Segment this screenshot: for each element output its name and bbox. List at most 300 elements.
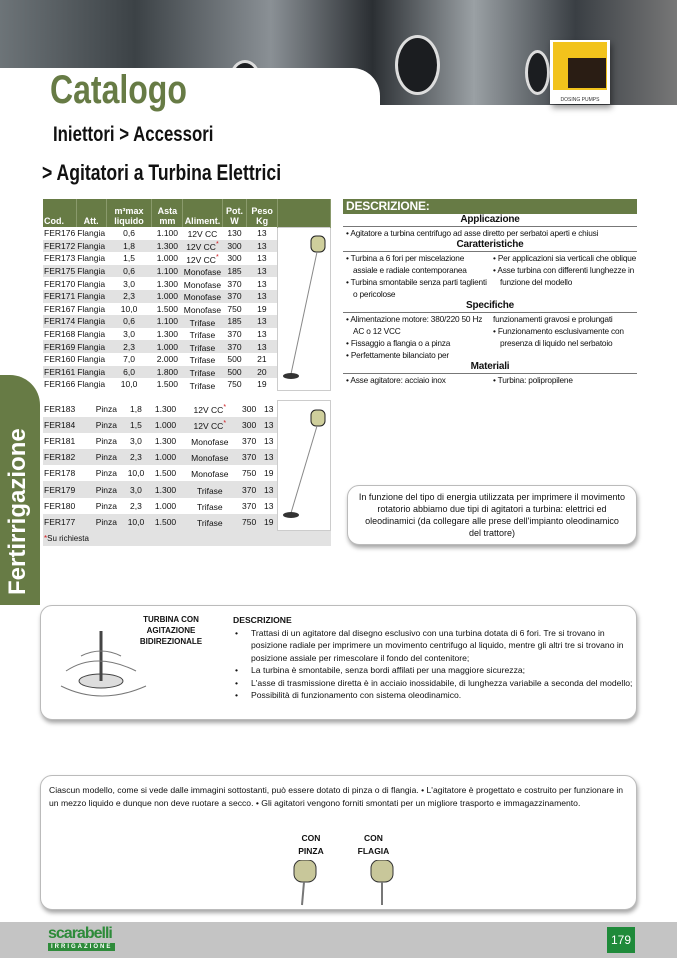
sidebar-label: Fertirrigazione <box>4 428 31 595</box>
col-header: Peso Kg <box>247 199 278 227</box>
table-cell <box>43 340 76 353</box>
cell-text: 12V CC <box>193 404 224 415</box>
turbine-desc-title: DESCRIZIONE <box>233 615 292 625</box>
cell-text: Flangia <box>77 329 106 340</box>
cell-text: 0,6 <box>123 266 135 277</box>
cell-text: Monofase <box>191 436 229 447</box>
table-cell <box>149 514 182 530</box>
table-cell <box>106 328 152 341</box>
table-cell <box>247 328 278 341</box>
table-cell <box>76 366 106 379</box>
table-cell <box>76 240 106 253</box>
bullet-text: Agitatore a turbina centrifugo ad asse diretto per serbatoi aperti e chiusi <box>350 228 599 238</box>
table-cell <box>106 252 152 265</box>
table-cell <box>247 366 278 379</box>
agitator-icon <box>279 228 329 388</box>
bullet-text: Asse agitatore: acciaio inox <box>350 375 446 385</box>
cell-text: 500 <box>227 366 242 377</box>
cell-text: Flangia <box>77 366 106 377</box>
cell-text: 12V CC <box>187 229 218 240</box>
cell-text: Monofase <box>183 266 222 277</box>
col-header: Cod. <box>43 199 76 227</box>
bullet: • Turbina a 6 fori per miscelazione assiale e radiale contemporanea <box>346 253 467 275</box>
table-cell <box>238 481 261 497</box>
cell-text: Flangia <box>77 303 106 314</box>
table-cell <box>43 303 76 316</box>
col-header: m³max liquido <box>106 199 152 227</box>
cell-text: 1.000 <box>154 500 177 511</box>
cell-text: 1.800 <box>156 366 179 377</box>
cell-text: FER172 <box>44 240 76 251</box>
table-cell <box>222 227 247 240</box>
cell-text: 13 <box>257 329 267 340</box>
cell-text: 10,0 <box>120 379 138 390</box>
table-cell <box>106 366 152 379</box>
cell-text: FER161 <box>44 366 76 377</box>
table-cell <box>106 265 152 278</box>
table-cell <box>76 265 106 278</box>
bullet: • Fissaggio a flangia o a pinza <box>346 338 451 348</box>
cell-text: Monofase <box>183 279 222 290</box>
table-cell <box>247 378 278 391</box>
table-cell <box>261 417 278 433</box>
table-cell <box>152 252 183 265</box>
cell-text: 13 <box>257 291 267 302</box>
table-cell <box>183 227 222 240</box>
table-cell <box>182 514 238 530</box>
table-cell <box>182 481 238 497</box>
table-row <box>43 227 331 240</box>
cell-text: 19 <box>264 516 274 527</box>
bullet-continuation: funzionamenti gravosi e prolungati <box>493 314 613 324</box>
table-cell <box>123 514 149 530</box>
logo-subtitle: DOSING PUMPS <box>560 97 600 103</box>
bullet-text: Funzionamento esclusivamente con presenza di liquido nel serbatoio <box>497 326 624 348</box>
bullet: • Funzionamento esclusivamente con presenza di liquido nel serbatoio <box>493 326 624 348</box>
flangia-table <box>43 199 331 391</box>
cell-text: Pinza <box>95 419 118 430</box>
table-cell <box>76 378 106 391</box>
table-cell <box>43 265 76 278</box>
cell-text: 13 <box>257 253 267 264</box>
cell-text: 1.000 <box>156 291 179 302</box>
table-cell <box>152 353 183 366</box>
cell-text: Flangia <box>77 240 106 251</box>
cell-text: 10,0 <box>127 516 145 527</box>
bullet: • Agitatore a turbina centrifugo ad asse diretto per serbatoi aperti e chiusi <box>346 228 599 238</box>
table-cell <box>183 353 222 366</box>
table-cell <box>106 315 152 328</box>
pinza-table <box>43 400 331 546</box>
table-cell <box>222 240 247 253</box>
table-cell <box>238 401 261 417</box>
table-cell <box>183 252 222 265</box>
cell-text: 300 <box>241 403 257 414</box>
table-cell <box>106 227 152 240</box>
table-cell <box>43 227 76 240</box>
turbine-box <box>40 605 637 720</box>
cell-text: FER183 <box>44 403 76 414</box>
cell-text: Pinza <box>95 484 118 495</box>
cell-text: 185 <box>227 266 242 277</box>
cell-text: FER174 <box>44 316 76 327</box>
turbine-bullet: • Trattasi di un agitatore dal disegno esclusivo con una turbina dotata di 6 fori. Tre si trovano in posizione radiale per imprimere un movimento centrifugo al liquido, mentre gli altri tre si trovano in posizione assiale per rimescolare il fondo del contenitore; <box>233 627 633 665</box>
table-cell <box>149 449 182 465</box>
cell-text: Trifase <box>189 342 216 353</box>
table-cell <box>43 252 76 265</box>
cell-text: 0,6 <box>123 228 135 239</box>
bullet-text: Turbina smontabile senza parti taglienti o pericolose <box>350 277 487 299</box>
cell-text: FER179 <box>44 484 76 495</box>
cell-text: 1.100 <box>156 316 179 327</box>
table-cell <box>222 366 247 379</box>
cell-text: FER177 <box>44 516 76 527</box>
table-cell <box>183 265 222 278</box>
table-cell <box>43 290 76 303</box>
cell-text: FER175 <box>44 266 76 277</box>
footnote <box>43 530 331 546</box>
cell-text: Trifase <box>196 485 223 496</box>
cell-text: Flangia <box>77 278 106 289</box>
table-cell <box>152 240 183 253</box>
cell-text: 13 <box>264 419 274 430</box>
table-cell <box>238 514 261 530</box>
cell-text: 1.500 <box>154 516 177 527</box>
bullet-text: Turbina: polipropilene <box>497 375 573 385</box>
description-title: DESCRIZIONE: <box>343 199 637 214</box>
table-cell <box>90 449 123 465</box>
table-cell <box>76 353 106 366</box>
cell-text: 13 <box>257 278 267 289</box>
cell-text: FER167 <box>44 303 76 314</box>
cell-text: 300 <box>241 419 257 430</box>
cell-text: 500 <box>227 354 242 365</box>
cell-text: FER180 <box>44 500 76 511</box>
cell-text: 13 <box>257 266 267 277</box>
cell-text: 130 <box>227 228 242 239</box>
cell-text: 750 <box>227 303 242 314</box>
table-cell <box>43 378 76 391</box>
table-cell <box>43 277 76 290</box>
cell-text: 1.300 <box>156 240 179 251</box>
cell-text: 370 <box>241 484 257 495</box>
table-cell <box>247 315 278 328</box>
heading-caratteristiche: Caratteristiche <box>343 239 637 252</box>
table-cell <box>43 315 76 328</box>
cell-text: 12V CC <box>186 254 216 265</box>
cell-text: 13 <box>257 240 267 251</box>
table-cell <box>123 498 149 514</box>
table-cell <box>222 328 247 341</box>
cell-text: Trifase <box>189 355 216 366</box>
table-cell <box>247 252 278 265</box>
table-cell <box>149 433 182 449</box>
table-cell <box>76 303 106 316</box>
cell-text: Pinza <box>95 452 118 463</box>
table-cell <box>152 290 183 303</box>
image-header <box>278 199 331 227</box>
cell-text: FER171 <box>44 291 76 302</box>
cell-text: 750 <box>227 379 242 390</box>
cell-text: Trifase <box>196 501 223 512</box>
cell-text: Trifase <box>189 329 216 340</box>
cell-text: 19 <box>257 379 267 390</box>
table-cell <box>247 265 278 278</box>
cell-text: 10,0 <box>127 468 145 479</box>
caption-pinza: CON PINZA <box>298 833 324 856</box>
table-cell <box>152 315 183 328</box>
cell-text: Trifase <box>196 517 223 528</box>
cell-text: FER178 <box>44 468 76 479</box>
table-cell <box>76 328 106 341</box>
mounting-text: Ciascun modello, come si vede dalle immagini sottostanti, può essere dotato di pinza o di flangia. • L'agitatore è progettato e costruito per funzionare in un mezzo liquido e dunque non deve ruotare a secco. • Gli agitatori vengono forniti smontati per un migliore trasporto e immagazzinamento. <box>49 785 624 808</box>
cell-text: 1.000 <box>154 452 177 463</box>
cell-text: 1,5 <box>123 253 135 264</box>
table-cell <box>261 449 278 465</box>
table-cell <box>43 353 76 366</box>
table-cell <box>222 290 247 303</box>
cell-text: 1.300 <box>154 403 177 414</box>
cell-text: 12V CC <box>186 241 216 252</box>
table-cell <box>123 433 149 449</box>
agitator-icon <box>279 402 329 527</box>
table-cell <box>261 481 278 497</box>
cell-text: Flangia <box>77 379 106 390</box>
table-cell <box>43 465 90 481</box>
cell-text: 1.500 <box>156 303 179 314</box>
table-cell <box>43 449 90 465</box>
cell-text: Flangia <box>77 266 106 277</box>
cell-text: Pinza <box>95 516 118 527</box>
heading-materiali: Materiali <box>343 361 637 374</box>
table-cell <box>182 498 238 514</box>
cell-text: 6,0 <box>123 366 135 377</box>
cell-text: 3,0 <box>130 484 142 495</box>
ite-logo <box>550 40 610 104</box>
table-cell <box>222 340 247 353</box>
cell-text: Pinza <box>95 468 118 479</box>
description-panel <box>343 199 637 386</box>
table-cell <box>222 315 247 328</box>
cell-text: 13 <box>264 435 274 446</box>
table-cell <box>247 340 278 353</box>
brand-name: scarabelli <box>48 925 112 942</box>
bullet-text: Alimentazione motore: 380/220 50 Hz AC o 12 VCC <box>350 314 483 336</box>
turbine-bullet: • La turbina è smontabile, senza bordi affilati per una maggiore sicurezza; <box>233 664 633 677</box>
table-cell <box>238 449 261 465</box>
table-cell <box>123 449 149 465</box>
table-cell <box>90 514 123 530</box>
cell-text: 370 <box>241 452 257 463</box>
footnote-marker: * <box>215 239 219 248</box>
cell-text: Flangia <box>77 291 106 302</box>
table-cell <box>261 514 278 530</box>
table-cell <box>247 290 278 303</box>
table-cell <box>247 227 278 240</box>
cell-text: 1.300 <box>154 435 177 446</box>
table-cell <box>152 378 183 391</box>
table-cell <box>152 227 183 240</box>
cell-text: FER176 <box>44 228 76 239</box>
table-cell <box>43 514 90 530</box>
table-cell <box>106 277 152 290</box>
table-cell <box>43 498 90 514</box>
table-cell <box>222 265 247 278</box>
table-cell <box>182 465 238 481</box>
turbine-bullet: • L'asse di trasmissione diretta è in acciaio inossidabile, di lunghezza variabile a seconda del modello; <box>233 677 633 690</box>
footnote-text: Su richiesta <box>47 533 89 543</box>
bullet: • Alimentazione motore: 380/220 50 Hz AC o 12 VCC <box>346 314 483 336</box>
table-cell <box>43 433 90 449</box>
table-cell <box>238 498 261 514</box>
cell-text: Monofase <box>191 469 229 480</box>
cell-text: 3,0 <box>123 329 135 340</box>
table-cell <box>222 353 247 366</box>
cell-text: Flangia <box>77 354 106 365</box>
cell-text: 13 <box>257 316 267 327</box>
cell-text: 2,3 <box>123 341 135 352</box>
footnote-marker: * <box>215 252 219 261</box>
cell-text: 0,6 <box>123 316 135 327</box>
cell-text: FER173 <box>44 253 76 264</box>
table-cell <box>183 303 222 316</box>
bullet-text: Turbina a 6 fori per miscelazione assiale e radiale contemporanea <box>350 253 467 275</box>
table-cell <box>106 303 152 316</box>
table-cell <box>183 277 222 290</box>
cell-text: 370 <box>227 341 242 352</box>
table-cell <box>149 417 182 433</box>
breadcrumb: Iniettori > Accessori <box>53 123 214 146</box>
table-cell <box>152 328 183 341</box>
cell-text: 1.300 <box>156 278 179 289</box>
table-cell <box>238 465 261 481</box>
table-cell <box>152 366 183 379</box>
cell-text: 1.300 <box>154 484 177 495</box>
cell-text: 750 <box>241 516 257 527</box>
cell-text: 2,3 <box>123 291 135 302</box>
cell-text: Trifase <box>189 380 216 391</box>
sidebar-tab <box>0 375 40 605</box>
cell-text: 1.000 <box>156 341 179 352</box>
table-cell <box>106 290 152 303</box>
cell-text: 185 <box>227 316 242 327</box>
bullet: • Asse agitatore: acciaio inox <box>346 375 446 385</box>
page-title: Catalogo <box>50 68 187 112</box>
cell-text: FER168 <box>44 329 76 340</box>
table-cell <box>183 340 222 353</box>
info-box: In funzione del tipo di energia utilizzata per imprimere il movimento rotatorio abbiamo due tipi di agitatori a turbina: elettrici ed oleodinamici (da collegare alle prese dell'impianto oleodinamico del trattore) <box>347 485 637 545</box>
footnote-marker: * <box>223 418 227 427</box>
bullet: • Asse turbina con differenti lunghezze in funzione del modello <box>493 265 635 287</box>
cell-text: Pinza <box>95 500 118 511</box>
caption-flangia: CON FLAGIA <box>357 833 390 856</box>
cell-text: 13 <box>264 500 274 511</box>
cell-text: FER181 <box>44 435 76 446</box>
table-cell <box>222 303 247 316</box>
cell-text: FER160 <box>44 354 76 365</box>
bullet-text: Fissaggio a flangia o a pinza <box>350 338 451 348</box>
cell-text: Monofase <box>191 453 229 464</box>
page-number: 179 <box>607 927 635 953</box>
cell-text: 1.000 <box>154 419 177 430</box>
table-cell <box>76 340 106 353</box>
table-cell <box>43 481 90 497</box>
cell-text: 13 <box>257 341 267 352</box>
table-cell <box>149 481 182 497</box>
table-cell <box>261 465 278 481</box>
table-cell <box>261 401 278 417</box>
table-row <box>43 401 331 417</box>
bullet: • Per applicazioni sia verticali che oblique <box>493 253 637 263</box>
scarabelli-logo <box>48 925 115 951</box>
table-cell <box>76 315 106 328</box>
col-header: Aliment. <box>183 199 222 227</box>
cell-text: 370 <box>227 291 242 302</box>
heading-applicazione: Applicazione <box>343 214 637 227</box>
table-cell <box>90 417 123 433</box>
cell-text: 12V CC <box>193 420 224 431</box>
heading-specifiche: Specifiche <box>343 300 637 313</box>
cell-text: 1,5 <box>130 419 142 430</box>
turbine-description <box>233 614 633 702</box>
cell-text: Trifase <box>189 317 216 328</box>
table-cell <box>123 465 149 481</box>
cell-text: 10,0 <box>120 303 138 314</box>
table-cell <box>43 240 76 253</box>
cell-text: 370 <box>241 500 257 511</box>
table-cell <box>90 401 123 417</box>
cell-text: 19 <box>257 303 267 314</box>
cell-text: 13 <box>264 484 274 495</box>
table-cell <box>247 303 278 316</box>
cell-text: 750 <box>241 468 257 479</box>
cell-text: Flangia <box>77 228 106 239</box>
cell-text: 1,8 <box>123 240 135 251</box>
table-cell <box>183 328 222 341</box>
table-cell <box>76 277 106 290</box>
turbine-label: TURBINA CON AGITAZIONE BIDIREZIONALE <box>139 615 203 646</box>
table-cell <box>43 417 90 433</box>
cell-text: 370 <box>227 329 242 340</box>
cell-text: Pinza <box>95 403 118 414</box>
table-cell <box>183 378 222 391</box>
cell-text: Monofase <box>183 292 222 303</box>
table-cell <box>149 401 182 417</box>
cell-text: 1.300 <box>156 329 179 340</box>
section-title: > Agitatori a Turbina Elettrici <box>42 160 282 185</box>
turbine-bullet: • Possibilità di funzionamento con sistema oleodinamico. <box>233 689 633 702</box>
table-cell <box>152 340 183 353</box>
cell-text: 300 <box>227 240 242 251</box>
table-cell <box>90 498 123 514</box>
table-cell <box>106 378 152 391</box>
table-cell <box>90 465 123 481</box>
product-image <box>278 227 331 391</box>
bullet: • Perfettamente bilanciato per <box>346 350 449 360</box>
cell-text: Flangia <box>77 253 106 264</box>
product-image <box>278 401 331 531</box>
table-cell <box>261 433 278 449</box>
mounting-box <box>40 775 637 910</box>
cell-text: 1,8 <box>130 403 142 414</box>
cell-text: Flangia <box>77 341 106 352</box>
cell-text: Monofase <box>183 304 222 315</box>
footnote-marker: * <box>223 402 227 411</box>
table-cell <box>106 353 152 366</box>
table-cell <box>123 417 149 433</box>
bullet-text: Per applicazioni sia verticali che oblique <box>497 253 637 263</box>
table-cell <box>76 252 106 265</box>
